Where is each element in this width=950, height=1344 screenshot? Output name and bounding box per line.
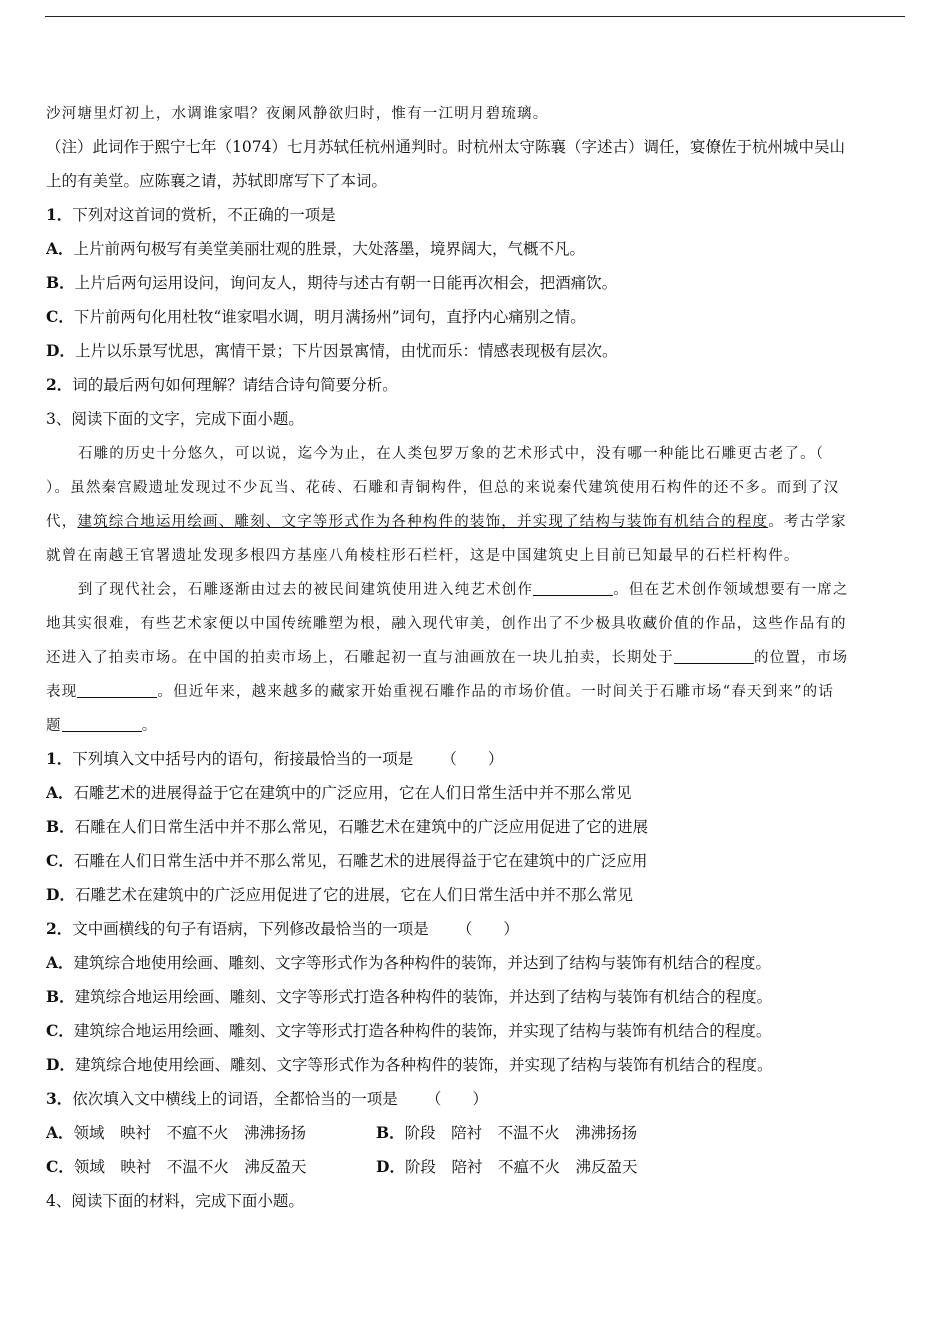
section-4-heading: 4、阅读下面的材料，完成下面小题。 bbox=[46, 1192, 304, 1210]
option-label: C． bbox=[46, 851, 74, 870]
sq3-option-a bbox=[46, 1116, 376, 1150]
document-body bbox=[46, 96, 902, 1218]
section-3-heading: 3、阅读下面的文字，完成下面小题。 bbox=[46, 410, 304, 428]
passage-text: 还进入了拍卖市场。在中国的拍卖市场上，石雕起初一直与油画放在一块儿拍卖，长期处于 bbox=[46, 650, 674, 666]
option-text: 下片前两句化用杜牧“谁家唱水调，明月满扬州”词句，直抒内心痛别之情。 bbox=[73, 308, 586, 326]
passage-line bbox=[46, 640, 902, 674]
option-text: 建筑综合地运用绘画、雕刻、文字等形式打造各种构件的装饰，并达到了结构与装饰有机结合的程度。 bbox=[74, 988, 773, 1006]
option-label: D． bbox=[46, 885, 75, 904]
sq3-option-d bbox=[376, 1150, 706, 1184]
question-number: 1． bbox=[46, 205, 73, 224]
option-text: 领域 映衬 不温不火 沸反盈天 bbox=[73, 1158, 307, 1176]
option-label: B． bbox=[46, 987, 75, 1006]
sq2-option-d bbox=[46, 1048, 902, 1082]
option-label: C． bbox=[46, 1021, 74, 1040]
sq2-option-a bbox=[46, 946, 902, 980]
sq1-option-a bbox=[46, 776, 902, 810]
header-rule bbox=[45, 16, 905, 17]
option-text: 建筑综合地使用绘画、雕刻、文字等形式作为各种构件的装饰，并实现了结构与装饰有机结合的程度。 bbox=[74, 1056, 773, 1074]
answer-paren: （ ） bbox=[441, 750, 504, 768]
q1-option-c bbox=[46, 300, 902, 334]
q1-option-d bbox=[46, 334, 902, 368]
passage bbox=[46, 436, 902, 742]
option-text: 阶段 陪衬 不温不火 沸沸扬扬 bbox=[404, 1124, 638, 1142]
subquestion-3 bbox=[46, 1082, 902, 1116]
note-line-2: 上的有美堂。应陈襄之请，苏轼即席写下了本词。 bbox=[46, 172, 388, 190]
sq3-options-row-2 bbox=[46, 1150, 902, 1184]
option-text: 石雕艺术的进展得益于它在建筑中的广泛应用，它在人们日常生活中并不那么常见 bbox=[73, 784, 632, 802]
question-2 bbox=[46, 368, 902, 402]
passage-line bbox=[46, 504, 902, 538]
question-number: 2． bbox=[46, 919, 73, 938]
sq3-options-row-1 bbox=[46, 1116, 902, 1150]
answer-paren: （ ） bbox=[425, 1090, 488, 1108]
passage-text: 。 bbox=[141, 718, 158, 734]
passage-text: 代， bbox=[46, 514, 78, 530]
underlined-sentence: 建筑综合地运用绘画、雕刻、文字等形式作为各种构件的装饰，并实现了结构与装饰有机结合的程度 bbox=[77, 514, 769, 530]
option-text: 建筑综合地使用绘画、雕刻、文字等形式作为各种构件的装饰，并达到了结构与装饰有机结合的程度。 bbox=[73, 954, 772, 972]
passage-text: 。考古学家 bbox=[768, 514, 847, 530]
question-number: 3． bbox=[46, 1089, 73, 1108]
sq3-option-c bbox=[46, 1150, 376, 1184]
question-number: 2． bbox=[46, 375, 73, 394]
option-label: C． bbox=[46, 1157, 74, 1176]
passage-line: ）。虽然秦宫殿遗址发现过不少瓦当、花砖、石雕和青铜构件，但总的来说秦代建筑使用石构件的还不多。而到了汉 bbox=[46, 480, 840, 496]
option-label: A． bbox=[46, 1123, 74, 1142]
passage-line: 地其实很难，有些艺术家便以中国传统雕塑为根，融入现代审美，创作出了不少极具收藏价值的作品，这些作品有的 bbox=[46, 616, 847, 632]
passage-text: 表现 bbox=[46, 684, 78, 700]
option-label: C． bbox=[46, 307, 74, 326]
option-label: B． bbox=[46, 273, 75, 292]
passage-line bbox=[46, 708, 902, 742]
note-line-1: （注）此词作于熙宁七年（1074）七月苏轼任杭州通判时。时杭州太守陈襄（字述古）调任，宴僚佐于杭州城中吴山 bbox=[46, 138, 845, 156]
passage-text: 到了现代社会，石雕逐渐由过去的被民间建筑使用进入纯艺术创作 bbox=[77, 582, 534, 598]
passage-line: 石雕的历史十分悠久，可以说，迄今为止，在人类包罗万象的艺术形式中，没有哪一种能比石雕更古老了。（ bbox=[77, 446, 825, 462]
question-text: 依次填入文中横线上的词语，全都恰当的一项是 bbox=[72, 1090, 398, 1108]
option-label: A． bbox=[46, 239, 74, 258]
option-label: B． bbox=[46, 817, 75, 836]
option-label: A． bbox=[46, 953, 74, 972]
passage-line: 就曾在南越王官署遗址发现多根四方基座八角棱柱形石栏杆，这是中国建筑史上目前已知最早的石栏杆构件。 bbox=[46, 548, 800, 564]
question-number: 1． bbox=[46, 749, 73, 768]
sq2-option-c bbox=[46, 1014, 902, 1048]
option-label: A． bbox=[46, 783, 74, 802]
poem-tail: 沙河塘里灯初上，水调谁家唱？夜阑风静欲归时，惟有一江明月碧琉璃。 bbox=[46, 106, 549, 122]
question-text: 下列对这首词的赏析，不正确的一项是 bbox=[72, 206, 336, 224]
q1-option-b bbox=[46, 266, 902, 300]
fill-blank bbox=[77, 683, 157, 699]
fill-blank bbox=[62, 717, 142, 733]
q1-option-a bbox=[46, 232, 902, 266]
option-text: 石雕在人们日常生活中并不那么常见，石雕艺术的进展得益于它在建筑中的广泛应用 bbox=[73, 852, 648, 870]
passage-text: 的位置，市场 bbox=[754, 650, 849, 666]
sq1-option-d bbox=[46, 878, 902, 912]
option-text: 领域 映衬 不瘟不火 沸沸扬扬 bbox=[73, 1124, 307, 1142]
option-label: D． bbox=[46, 341, 75, 360]
sq1-option-b bbox=[46, 810, 902, 844]
option-text: 上片后两句运用设问，询问友人，期待与述古有朝一日能再次相会，把酒痛饮。 bbox=[74, 274, 618, 292]
option-label: D． bbox=[46, 1055, 75, 1074]
subquestion-2 bbox=[46, 912, 902, 946]
sq1-option-c bbox=[46, 844, 902, 878]
passage-text: 。但在艺术创作领域想要有一席之 bbox=[613, 582, 849, 598]
option-text: 上片前两句极写有美堂美丽壮观的胜景，大处落墨，境界阔大，气概不凡。 bbox=[73, 240, 586, 258]
option-label: B． bbox=[376, 1123, 405, 1142]
option-text: 石雕艺术在建筑中的广泛应用促进了它的进展，它在人们日常生活中并不那么常见 bbox=[74, 886, 633, 904]
question-text: 文中画横线的句子有语病，下列修改最恰当的一项是 bbox=[72, 920, 429, 938]
fill-blank bbox=[674, 649, 754, 665]
sq2-option-b bbox=[46, 980, 902, 1014]
option-label: D． bbox=[376, 1157, 405, 1176]
subquestion-1 bbox=[46, 742, 902, 776]
option-text: 上片以乐景写忧思，寓情干景；下片因景寓情，由忧而乐：情感表现极有层次。 bbox=[74, 342, 618, 360]
passage-line bbox=[46, 674, 902, 708]
question-text: 下列填入文中括号内的语句，衔接最恰当的一项是 bbox=[72, 750, 414, 768]
fill-blank bbox=[533, 581, 613, 597]
passage-text: 题 bbox=[46, 718, 62, 734]
question-1 bbox=[46, 198, 902, 232]
sq3-option-b bbox=[376, 1116, 706, 1150]
option-text: 建筑综合地运用绘画、雕刻、文字等形式打造各种构件的装饰，并实现了结构与装饰有机结合的程度。 bbox=[73, 1022, 772, 1040]
question-text: 词的最后两句如何理解？请结合诗句简要分析。 bbox=[72, 376, 398, 394]
passage-line bbox=[46, 572, 902, 606]
answer-paren: （ ） bbox=[456, 920, 519, 938]
option-text: 石雕在人们日常生活中并不那么常见，石雕艺术在建筑中的广泛应用促进了它的进展 bbox=[74, 818, 649, 836]
option-text: 阶段 陪衬 不瘟不火 沸反盈天 bbox=[404, 1158, 638, 1176]
passage-text: 。但近年来，越来越多的藏家开始重视石雕作品的市场价值。一时间关于石雕市场“春天到来”的话 bbox=[157, 684, 835, 700]
